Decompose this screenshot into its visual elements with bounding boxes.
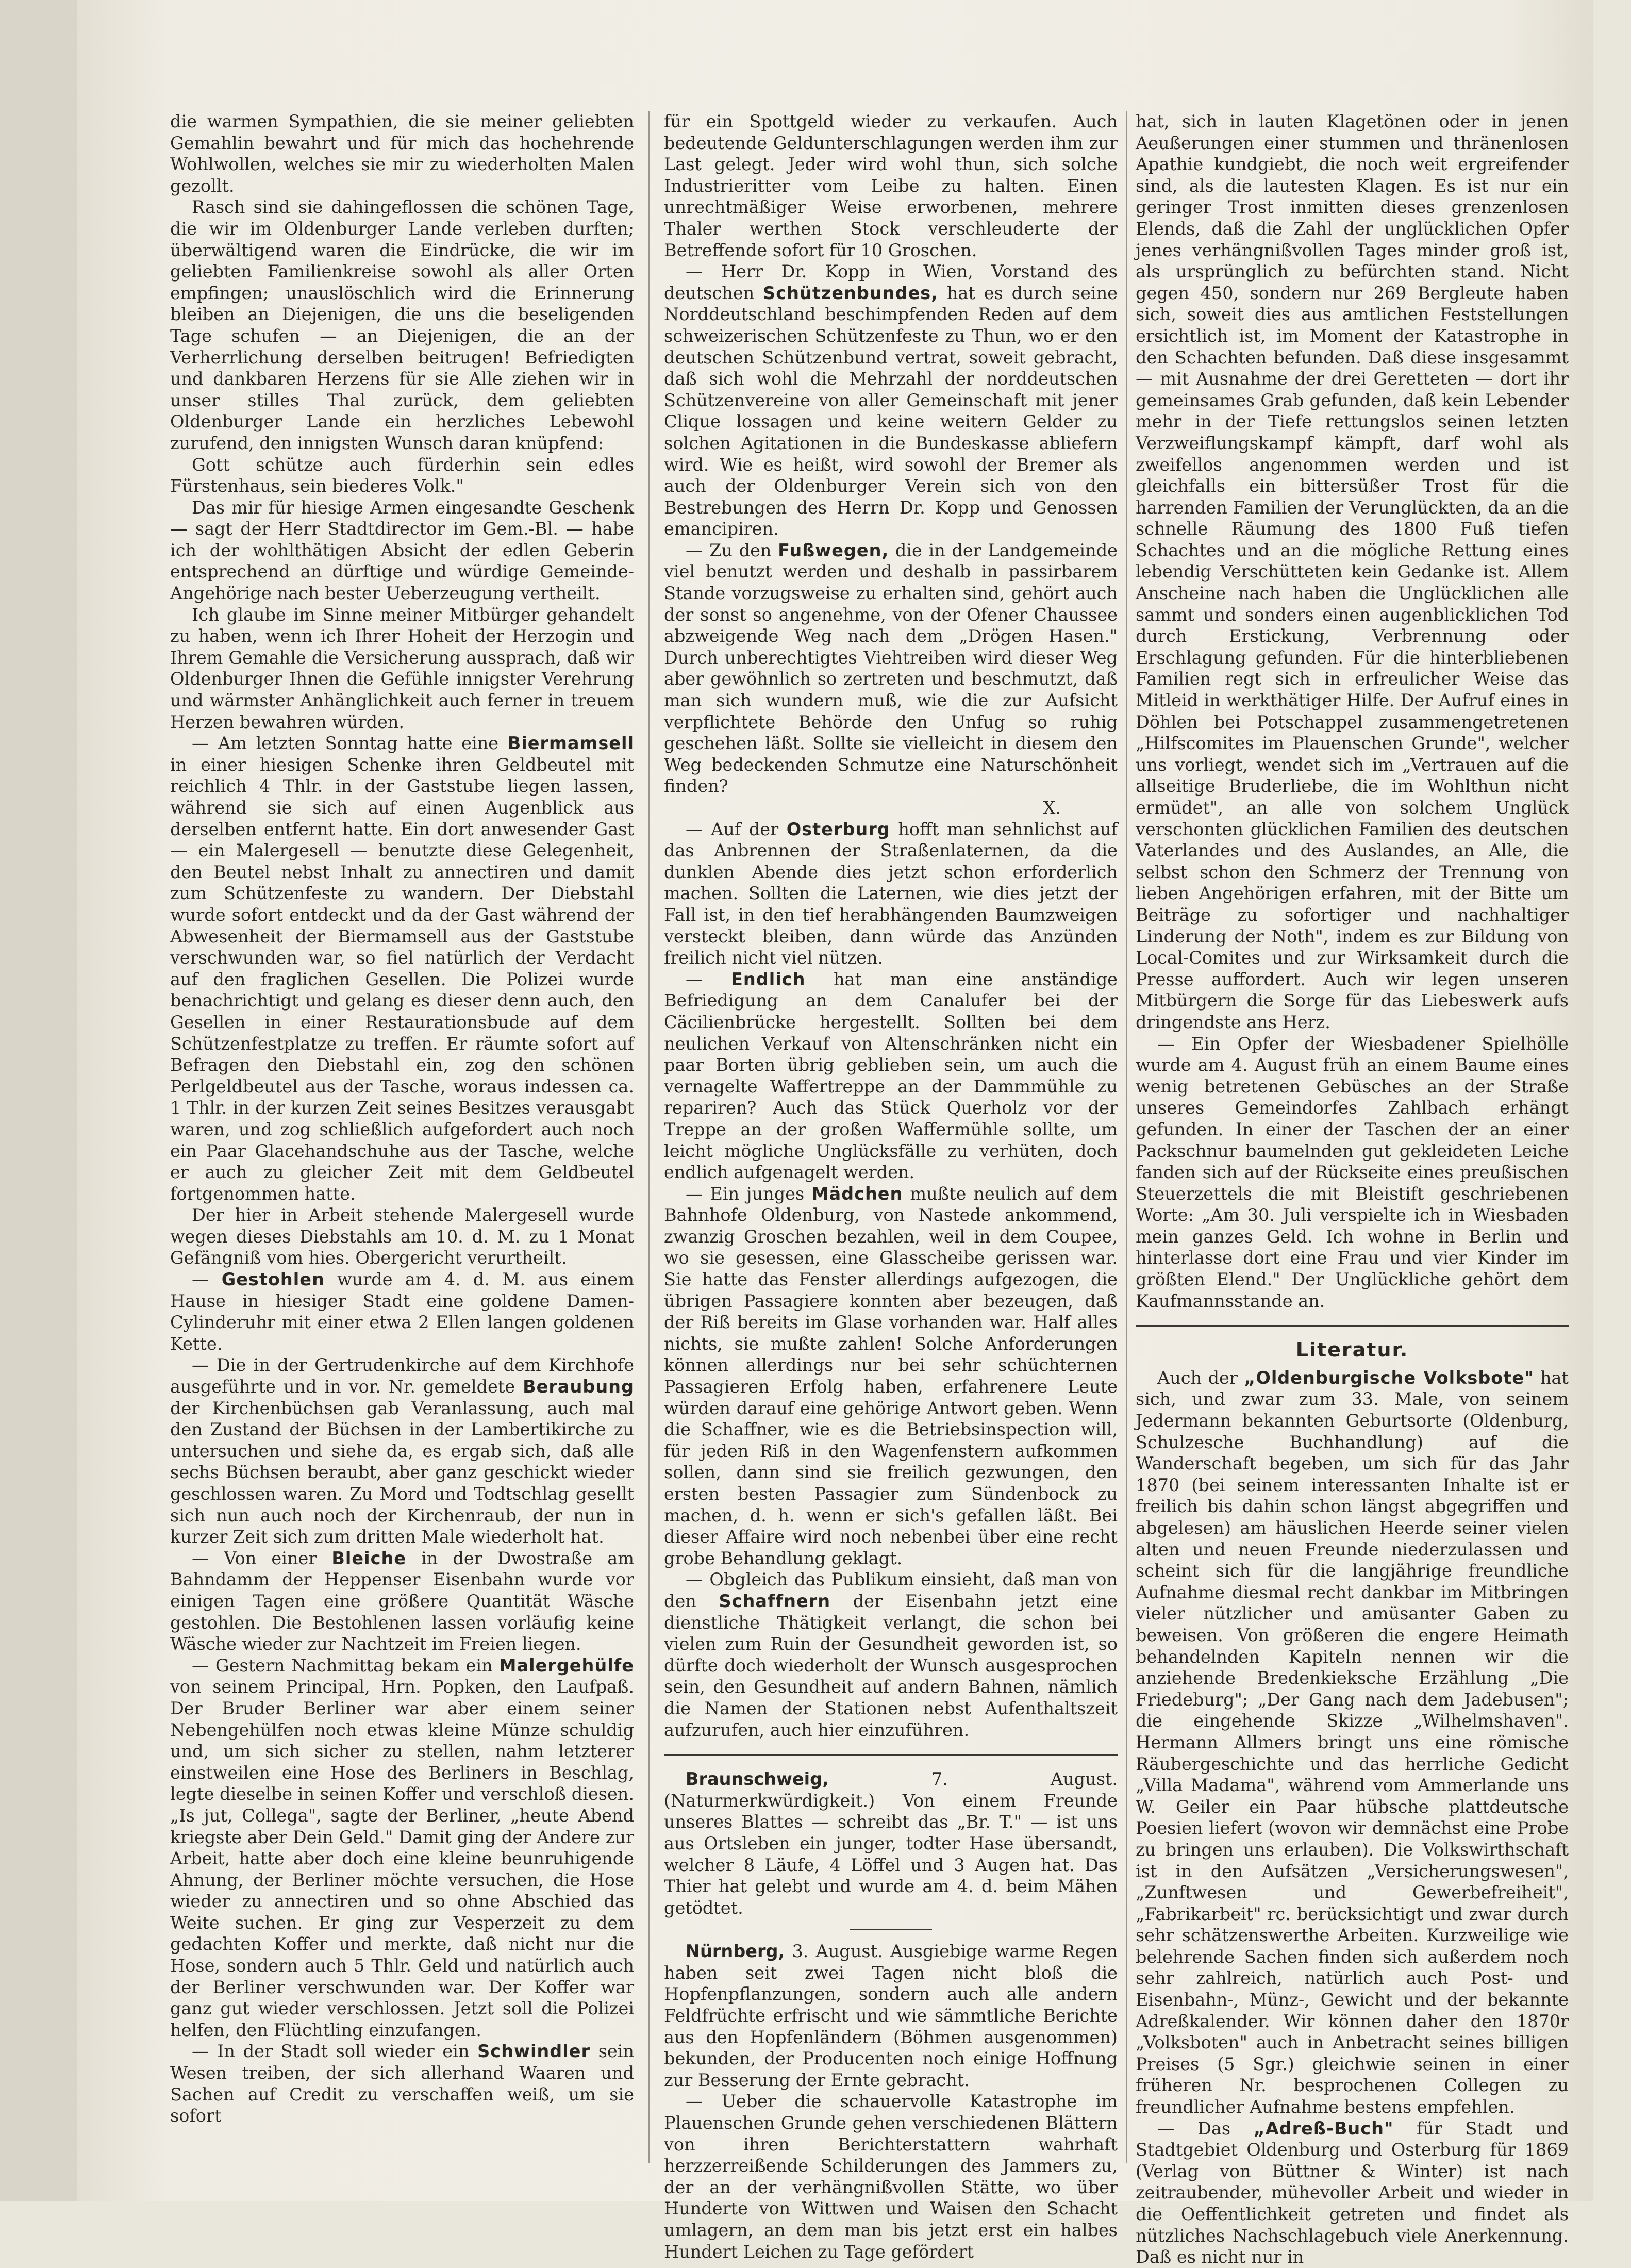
dateline: Braunschweig,	[686, 1769, 829, 1790]
text: der Eisenbahn jetzt eine dienstliche Thätigkeit verlangt, die schon bei vielen zum Ruin der Gesundheit geworden ist, so dürfte doch wiederholt der Wunsch ausgesprochen sein, den Gesundheit auf andern Bahnen, nämlich die Namen der Stationen nebst Aufenthaltszeit aufzurufen, auch hier einzuführen.	[664, 1591, 1118, 1740]
dispatch-nuernberg	[664, 1941, 1118, 2091]
text: — Das	[1157, 2118, 1231, 2139]
text: für Stadt und Stadtgebiet Oldenburg und Osterburg für 1869 (Verlag von Büttner & Winter) ist nach zeitraubender, mühevoller Arbeit und wieder in die Oeffentlichkeit getreten und findet als nützliches Nachschlagebuch viele Anerkennung. Daß es nicht nur in	[1136, 2118, 1569, 2267]
section-rule	[1136, 1325, 1569, 1327]
keyword: Gestohlen	[221, 1269, 325, 1290]
article-paragraph: Ich glaube im Sinne meiner Mitbürger gehandelt zu haben, wenn ich Ihrer Hoheit der Herzogin und Ihrem Gemahle die Versicherung aussprach, daß wir Oldenburger Ihnen die Gefühle innigster Verehrung und wärmster Anhänglichkeit auch ferner in treuem Herzen bewahren würden.	[170, 604, 634, 732]
article-paragraph: Rasch sind sie dahingeflossen die schönen Tage, die wir im Oldenburger Lande verleben durften; überwältigend waren die Eindrücke, die wir im geliebten Familienkreise sowohl als aller Orten empfingen; unauslöschlich wird die Erinnerung bleiben an Diejenigen, die uns die beseligenden Tage schufen — an Diejenigen, die an der Verherrlichung derselben beitrugen! Befriedigten und dankbaren Herzens für sie Alle ziehen wir in unser stilles Thal zurück, dem geliebten Oldenburger Lande ein herzliches Lebewohl zurufend, den innigsten Wunsch daran knüpfend:	[170, 197, 634, 453]
column-rule-left	[648, 111, 650, 2163]
text: — Die in der Gertrudenkirche auf dem Kirchhofe ausgeführte und in vor. Nr. gemeldete	[170, 1355, 634, 1397]
text: von seinem Principal, Hrn. Popken, den Laufpaß. Der Bruder Berliner war aber einem seiner Nebengehülfen noch etwas kleine Münze schuldig und, um sich sicher zu stellen, nahm letzterer einstweilen eine Hose des Berliners in Beschlag, legte dieselbe in seinen Koffer und verschloß diesen. „Is jut, Collega", sagte der Berliner, „heute Abend kriegste aber Dein Geld." Damit ging der Andere zur Arbeit, hatte aber doch eine kleine beunruhigende Ahnung, der Berliner möchte versuchen, die Hose wieder zu annectiren und so ohne Abschied das Weite suchen. Er ging zur Vesperzeit zu dem gedachten Koffer und merkte, daß nicht nur die Hose, sondern auch 5 Thlr. Geld und natürlich auch der Berliner verschwunden war. Der Koffer war ganz gut wieder verschlossen. Jetzt soll die Polizei helfen, den Flüchtling einzufangen.	[170, 1677, 634, 2040]
column-rule-right	[1126, 111, 1127, 2163]
text: hat man eine anständige Befriedigung an dem Canalufer bei der Cäcilienbrücke hergestellt. Sollten bei dem neulichen Verkauf von Altenschränken nicht ein paar Borten übrig geblieben sein, um auch die vernagelte Waffertreppe an der Dammmühle zu repariren? Auch das Stück Querholz vor der Treppe an der großen Waffermühle sollte, um leicht mögliche Unglücksfälle zu verhüten, doch endlich aufgenagelt werden.	[664, 969, 1118, 1183]
dateline: Nürnberg,	[686, 1941, 785, 1962]
news-item-bleiche	[170, 1548, 634, 1655]
text: — Gestern Nachmittag bekam ein	[192, 1655, 493, 1676]
article-paragraph: — Ein Opfer der Wiesbadener Spielhölle wurde am 4. August früh an einem Baume eines wenig betretenen Gebüsches an der Straße unseres Gemeindorfes Zahlbach erhängt gefunden. In einer der Taschen der an einer Packschnur baumelnden gut gekleideten Leiche fanden sich auf der Rückseite eines preußischen Steuerzettels die mit Bleistift geschriebenen Worte: „Am 30. Juli verspielte ich in Wiesbaden mein ganzes Geld. Ich wohne in Berlin und hinterlasse dort eine Frau und vier Kinder im größten Elend." Der Unglückliche gehört dem Kaufmannsstande an.	[1136, 1033, 1569, 1311]
keyword: „Adreß-Buch"	[1253, 2118, 1394, 2139]
column-left	[170, 111, 634, 2163]
news-item-osterburg	[664, 819, 1118, 969]
page-edge-shadow	[0, 0, 77, 2201]
keyword: „Oldenburgische Volksbote"	[1244, 1367, 1534, 1388]
column-middle	[664, 111, 1118, 2262]
keyword: Fußwegen,	[778, 540, 889, 560]
keyword: Mädchen	[811, 1183, 903, 1204]
text: — Ein junges	[686, 1183, 805, 1204]
text: in einer hiesigen Schenke ihren Geldbeutel mit reichlich 4 Thlr. in der Gaststube liegen lassen, während sie sich auf einen Augenblick aus derselben entfernt hatte. Ein dort anwesender Gast — ein Malergesell — benutzte diese Gelegenheit, den Beutel nebst Inhalt zu annectiren und damit zum Schützenfeste zu wandern. Der Diebstahl wurde sofort entdeckt und da der Gast während der Abwesenheit der Biermamsell aus der Gaststube verschwunden war, so fiel natürlich der Verdacht auf den fraglichen Gesellen. Die Polizei wurde benachrichtigt und gelang es dieser denn auch, den Gesellen in einer Restaurationsbude auf dem Schützenfestplatze zu treffen. Er räumte sofort auf Befragen den Diebstahl ein, zog den schönen Perlgeldbeutel aus der Tasche, woraus indessen ca. 1 Thlr. in der kurzen Zeit seines Besitzes verausgabt waren, und zog schließlich aufgefordert auch noch ein Paar Glacehandschuhe aus der Tasche, welche er auch zu gleicher Zeit mit dem Geldbeutel fortgenommen hatte.	[170, 754, 634, 1204]
article-paragraph: Der hier in Arbeit stehende Malergesell wurde wegen dieses Diebstahls am 10. d. M. zu 1 Monat Gefängniß vom hies. Obergericht verurtheilt.	[170, 1205, 634, 1268]
text: —	[686, 969, 703, 989]
text: —	[192, 1269, 209, 1290]
news-item-schaffnern	[664, 1569, 1118, 1741]
news-item-fusswege	[664, 540, 1118, 797]
article-paragraph: — Ueber die schauervolle Katastrophe im Plauenschen Grunde gehen verschiedenen Blättern von ihren Berichterstattern wahrhaft herzzerreißende Schilderungen des Jammers zu, der an der verhängnißvollen Stätte, wo über Hunderte von Wittwen und Waisen den Schacht umlagern, an dem man bis jetzt erst ein halbes Hundert Leichen zu Tage gefördert	[664, 2091, 1118, 2262]
keyword: Malergehülfe	[499, 1655, 634, 1676]
keyword: Osterburg	[786, 819, 890, 839]
text: wurde am 4. d. M. aus einem Hause in hiesiger Stadt eine goldene Damen-Cylinderuhr mit einer etwa 2 Ellen langen goldenen Kette.	[170, 1269, 634, 1354]
literature-adressbuch	[1136, 2118, 1569, 2268]
text: — In der Stadt soll wieder ein	[192, 2041, 470, 2062]
keyword: Schwindler	[477, 2041, 590, 2062]
news-item-schwindler	[170, 2041, 634, 2126]
text: — Am letzten Sonntag hatte eine	[192, 733, 499, 754]
text: mußte neulich auf dem Bahnhofe Oldenburg, von Nastede ankommend, zwanzig Groschen bezahlen, weil in dem Coupee, wo sie gesessen, eine Glasscheibe gerissen war. Sie hatte das Fenster allerdings aufgezogen, die übrigen Passagiere konnten aber bezeugen, daß der Riß bereits im Glase vorhanden war. Half alles nichts, sie mußte zahlen! Solche Anforderungen können allerdings nur bei sehr schüchternen Passagieren Erfolg haben, erfahrenere Leute würden darauf eine gehörige Antwort geben. Wenn die Schaffner, wie es die Betriebsinspection will, für jeden Riß in den Wagenfenstern aufkommen sollen, dann sind sie freilich gezwungen, den ersten besten Passagier zum Sündenbock zu machen, d. h. wenn er sich's gefallen läßt. Bei dieser Affaire wird noch nebenbei über eine recht grobe Behandlung geklagt.	[664, 1183, 1118, 1568]
text: hat es durch seine Norddeutschland beschimpfenden Reden auf dem schweizerischen Schützenfeste zu Thun, wo er den deutschen Schützenbund vertrat, soweit gebracht, daß sich wohl die Mehrzahl der norddeutschen Schützenvereine von aller Gemeinschaft mit jener Clique lossagen und keine weitern Gelder zu solchen Agitationen in die Bundeskasse abliefern wird. Wie es heißt, wird sowohl der Bremer als auch der Oldenburger Verein sich von den Bestrebungen des Herrn Dr. Kopp und Genossen emancipiren.	[664, 283, 1118, 539]
text: — Obgleich das Publikum einsieht, daß man von den	[664, 1569, 1118, 1611]
section-heading: Literatur.	[1295, 1338, 1409, 1362]
text: 7. August. (Naturmerkwürdigkeit.) Von einem Freunde unseres Blattes — schreibt das „Br. T." — ist uns aus Ortsleben ein junger, todter Hase übersandt, welcher 8 Läufe, 4 Löffel und 3 Augen hat. Das Thier hat gelebt und wurde am 4. d. beim Mähen getödtet.	[664, 1769, 1118, 1918]
keyword: Bleiche	[331, 1548, 407, 1568]
item-rule	[850, 1929, 932, 1930]
news-item-gestohlen	[170, 1269, 634, 1354]
column-right	[1136, 111, 1569, 2267]
keyword: Endlich	[731, 969, 806, 989]
keyword: Beraubung	[523, 1377, 634, 1397]
text: — Zu den	[686, 540, 772, 560]
news-item-beraubung	[170, 1354, 634, 1547]
text: in der Dwostraße am Bahndamm der Heppenser Eisenbahn wurde vor einigen Tagen eine größere Quantität Wäsche gestohlen. Die Bestohlenen lassen vorläufig keine Wäsche wieder zur Nachtzeit im Freien liegen.	[170, 1548, 634, 1654]
news-item-endlich	[664, 969, 1118, 1183]
news-item-malergehuelfe	[170, 1655, 634, 2041]
keyword: Schaffnern	[719, 1591, 831, 1611]
news-item-schuetzenbund	[664, 261, 1118, 540]
text: sein Wesen treiben, der sich allerhand Waaren und Sachen auf Credit zu verschaffen weiß, um sie sofort	[170, 2041, 634, 2126]
text: — Herr Dr. Kopp in Wien, Vorstand des deutschen	[664, 261, 1118, 303]
text: — Von einer	[192, 1548, 317, 1568]
text: die in der Landgemeinde viel benutzt werden und deshalb in passirbarem Stande vorzugsweise zu erhalten sind, gehört auch der sonst so angenehme, von der Ofener Chaussee abzweigende Weg nach dem „Drögen Hasen." Durch unberechtigtes Viehtreiben wird dieser Weg aber gewöhnlich so zertreten und beschmutzt, daß man sich wundern muß, wie die zur Aufsicht verpflichtete Behörde den Unfug so ruhig geschehen läßt. Sollte sie vielleicht in diesem den Weg bedeckenden Schmutze eine Naturschönheit finden?	[664, 540, 1118, 797]
article-paragraph: Das mir für hiesige Armen eingesandte Geschenk — sagt der Herr Stadtdirector im Gem.-Bl. — habe ich der wohlthätigen Absicht der edlen Geberin entsprechend an dürftige und würdige Gemeinde-Angehörige nach bester Ueberzeugung vertheilt.	[170, 497, 634, 604]
text: hat sich, und zwar zum 33. Male, von seinem Jedermann bekannten Geburtsorte (Oldenburg, Schulzesche Buchhandlung) auf die Wanderschaft begeben, um sich für das Jahr 1870 (bei seinem interessanten Inhalte ist er freilich bis dahin schon längst abgegriffen und abgelesen) am häuslichen Heerde seiner vielen alten und neuen Freunde niederzulassen und scheint sich für die langjährige freundliche Aufnahme diesmal recht dankbar im Mitbringen vieler nützlicher und amüsanter Gaben zu beweisen. Von größeren die engere Heimath behandelnden Kapiteln nennen wir die anziehende Bredenkieksche Erzählung „Die Friedeburg"; „Der Gang nach dem Jadebusen"; die eingehende Skizze „Wilhelmshaven". Hermann Allmers bringt uns eine römische Räubergeschichte und das herrliche Gedicht „Villa Madama", während vom Ammerlande uns W. Geiler ein Paar hübsche plattdeutsche Poesien liefert (wovon wir demnächst eine Probe zu bringen uns erlauben). Die Volkswirthschaft ist in den Aufsätzen „Versicherungswesen", „Zunftwesen und Gewerbefreiheit", „Fabrikarbeit" rc. berücksichtigt und zwar durch sehr schätzenswerthe Arbeiten. Kurzweilige wie belehrende Sachen finden sich außerdem noch sehr zahlreich, natürlich auch Post- und Eisenbahn-, Münz-, Gewicht und der bekannte Adreßkalender. Wir können daher den 1870r „Volksboten" auch in Anbetracht seines billigen Preises (5 Sgr.) gleichwie seinen in einer früheren Nr. besprochenen Collegen zu freundlicher Aufnahme bestens empfehlen.	[1136, 1367, 1569, 2117]
text: der Kirchenbüchsen gab Veranlassung, auch mal den Zustand der Büchsen in der Lambertikirche zu untersuchen und siehe da, es ergab sich, daß alle sechs Büchsen beraubt, aber ganz geschickt wieder geschlossen waren. Zu Mord und Todtschlag gesellt sich nun auch noch der Kirchenraub, der nun in kurzer Zeit sich zum dritten Male wiederholt hat.	[170, 1398, 634, 1547]
news-item-maedchen	[664, 1183, 1118, 1569]
article-paragraph: Gott schütze auch fürderhin sein edles Fürstenhaus, sein biederes Volk."	[170, 454, 634, 496]
article-paragraph: für ein Spottgeld wieder zu verkaufen. Auch bedeutende Geldunterschlagungen werden ihm zur Last gelegt. Jeder wird wohl thun, sich solche Industrieritter vom Leibe zu halten. Einen unrechtmäßiger Weise erworbenen, mehrere Thaler werthen Stock verschleuderte der Betreffende sofort für 10 Groschen.	[664, 111, 1118, 260]
keyword: Biermamsell	[507, 733, 634, 754]
text: Auch der	[1157, 1367, 1238, 1388]
literature-volksbote	[1136, 1367, 1569, 2118]
text: — Auf der	[686, 819, 779, 839]
keyword: Schützenbundes,	[763, 283, 938, 303]
dispatch-braunschweig	[664, 1768, 1118, 1918]
signature: X.	[1043, 798, 1061, 818]
news-item-biermamsell	[170, 733, 634, 1204]
article-paragraph: die warmen Sympathien, die sie meiner geliebten Gemahlin bewahrt und für mich das hochehrende Wohlwollen, welches sie mir zu wiederholten Malen gezollt.	[170, 111, 634, 196]
text: 3. August. Ausgiebige warme Regen haben seit zwei Tagen nicht bloß die Hopfenpflanzungen, sondern auch alle andern Feldfrüchte erfrischt und wie sämmtliche Berichte aus den Hopfenländern (Böhmen ausgenommen) bekunden, der Producenten noch einige Hoffnung zur Besserung der Ernte gebracht.	[664, 1941, 1118, 2090]
section-rule	[664, 1754, 1118, 1756]
text: hofft man sehnlichst auf das Anbrennen der Straßenlaternen, da die dunklen Abende dies jetzt schon erforderlich machen. Sollten die Laternen, wie dies jetzt der Fall ist, in den tief herabhängenden Baumzweigen versteckt bleiben, dann würde das Anzünden freilich nicht viel nützen.	[664, 819, 1118, 968]
article-paragraph: hat, sich in lauten Klagetönen oder in jenen Aeußerungen einer stummen und thränenlosen Apathie kundgiebt, die noch weit ergreifender sind, als die lautesten Klagen. Es ist nur ein geringer Trost inmitten dieses grenzenlosen Elends, daß die Zahl der unglücklichen Opfer jenes verhängnißvollen Tages minder groß ist, als ursprünglich zu befürchten stand. Nicht gegen 450, sondern nur 269 Bergleute haben sich, soweit dies aus amtlichen Feststellungen ersichtlich ist, im Moment der Katastrophe in den Schachten befunden. Daß diese insgesammt — mit Ausnahme der drei Geretteten — dort ihr gemeinsames Grab gefunden, daß kein Lebender mehr in der Tiefe rettungslos seinen letzten Verzweiflungskampf kämpft, darf wohl als zweifellos angenommen werden und ist gleichfalls ein bittersüßer Trost für die harrenden Familien der Verunglückten, da an die schnelle Räumung des 1800 Fuß tiefen Schachtes und an die mögliche Rettung eines lebendig Verschütteten kein Gedanke ist. Allem Anscheine nach haben die Unglücklichen alle sammt und sonders einen augenblicklichen Tod durch Erstickung, Verbrennung oder Erschlagung gefunden. Für die hinterbliebenen Familien regt sich in erfreulicher Weise das Mitleid in werkthätiger Hilfe. Der Aufruf eines in Döhlen bei Potschappel zusammengetretenen „Hilfscomites im Plauenschen Grunde", welcher uns vorliegt, wendet sich im „Vertrauen auf die allseitige Bruderliebe, die im Wohlthun nicht ermüdet", an alle von solchem Unglück verschonten glücklichen Familien des deutschen Vaterlandes und des Auslandes, an Alle, die selbst schon den Schmerz der Trennung von lieben Angehörigen erfahren, mit der Bitte um Beiträge zu sofortiger und nachhaltiger Linderung der Noth", indem es zur Bildung von Local-Comites und zur Wirksamkeit durch die Presse auffordert. Auch wir legen unseren Mitbürgern die Sorge für das Liebeswerk aufs dringendste ans Herz.	[1136, 111, 1569, 1032]
